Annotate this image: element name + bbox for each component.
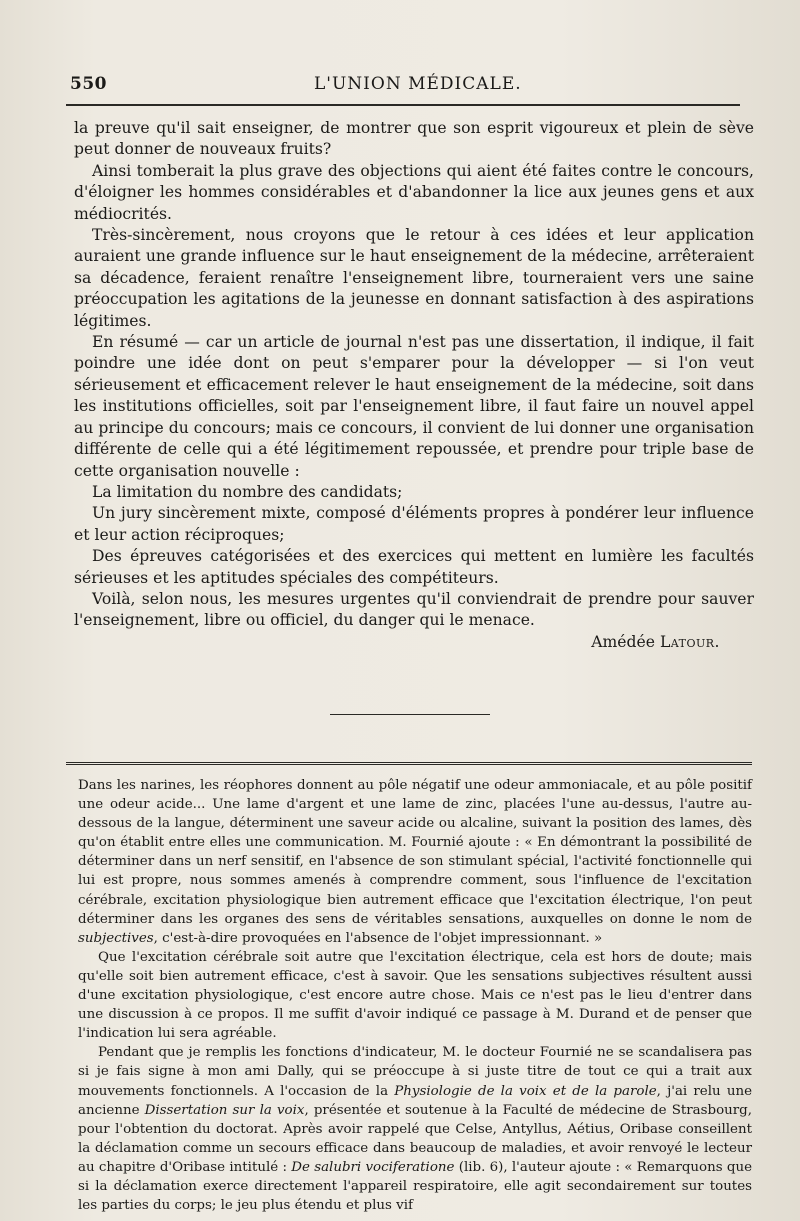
section-divider xyxy=(330,714,490,715)
article-paragraph: Très-sincèrement, nous croyons que le retour à ces idées et leur application auraient une grande influence sur le haut enseignement de la médecine, arrêteraient sa décadence, feraient renaître l'enseignement libre, tourneraient vers une saine préoccupation les agitations de la jeunesse en donnant satisfaction à des aspirations légitimes. xyxy=(74,226,754,330)
page-number: 550 xyxy=(70,74,107,94)
article-paragraph: la preuve qu'il sait enseigner, de montrer que son esprit vigoureux et plein de sève peut donner de nouveaux fruits? xyxy=(74,119,754,159)
italic-text: subjectives xyxy=(78,930,154,946)
signature-last-name: Latour. xyxy=(659,632,720,651)
text-run: (lib. 6), l'auteur ajoute : « Remarquons que si la déclamation exerce directement l'appareil respiratoire, elle agit secondairement sur toutes les parties du corps; le jeu plus étendu et plus vif xyxy=(78,1159,752,1214)
feuilleton-paragraph xyxy=(78,1043,752,1215)
italic-text: Dissertation sur la voix xyxy=(144,1102,305,1118)
article-list-item: Des épreuves catégorisées et des exercices qui mettent en lumière les facultés sérieuses et les aptitudes spéciales des compétiteurs. xyxy=(74,547,754,587)
feuilleton-body xyxy=(78,776,752,1215)
feuilleton-paragraph: Que l'excitation cérébrale soit autre que l'excitation électrique, cela est hors de doute; mais qu'elle soit bien autrement efficace, c'est à savoir. Que les sensations subjectives résultent aussi d'une excitation physiologique, c'est encore autre chose. Mais ce n'est pas le lieu d'entrer dans une discussion à ce propos. Il me suffit d'avoir indiqué ce passage à M. Durand et de penser que l'indication lui sera agréable. xyxy=(78,949,752,1042)
feuilleton-rule xyxy=(66,762,752,768)
italic-text: De salubri vociferatione xyxy=(291,1159,455,1175)
article-paragraph: En résumé — car un article de journal n'est pas une dissertation, il indique, il fait poindre une idée dont on peut s'emparer pour la développer — si l'on veut sérieusement et efficacement relever le haut enseignement de la médecine, soit dans les institutions officielles, soit par l'enseignement libre, il faut faire un nouvel appel au principe du concours; mais ce concours, il convient de lui donner une organisation différente de celle qui a été légitimement repoussée, et prendre pour triple base de cette organisation nouvelle : xyxy=(74,333,754,480)
article-list-item: Un jury sincèrement mixte, composé d'éléments propres à pondérer leur influence et leur action réciproques; xyxy=(74,504,754,544)
signature-first-name: Amédée xyxy=(591,632,660,651)
text-run: , présentée et soutenue à la Faculté de médecine de Strasbourg, pour l'obtention du doctorat. Après avoir rappelé que Celse, Antyllus, Aétius, Oribase conseillent la déclamation comme un secours efficace dans beaucoup de maladies, et avoir renvoyé le lecteur au chapitre d'Oribase intitulé : xyxy=(78,1102,752,1175)
page-header xyxy=(66,74,756,102)
article-body xyxy=(74,118,754,653)
article-list-item: La limitation du nombre des candidats; xyxy=(92,482,403,501)
header-rule xyxy=(66,104,740,106)
text-run: , c'est-à-dire provoquées en l'absence de l'objet impressionnant. » xyxy=(153,930,603,946)
text-run: Dans les narines, les réophores donnent au pôle négatif une odeur ammoniacale, et au pôle positif une odeur acide... Une lame d'argent et une lame de zinc, placées l'une au-dessus, l'autre au-dessous de la langue, déterminent une saveur acide ou alcaline, suivant la position des lames, dès qu'on établit entre elles une communication. M. Fournié ajoute : « En démontrant la possibilité de déterminer dans un nerf sensitif, en l'absence de son stimulant spécial, l'activité fonctionnelle qui lui est propre, nous sommes amenés à comprendre comment, sous l'influence de l'excitation cérébrale, excitation physiologique bien autrement efficace que l'excitation électrique, l'on peut déterminer dans les organes des sens de véritables sensations, auxquelles on donne le nom de xyxy=(78,778,752,927)
journal-title: L'UNION MÉDICALE. xyxy=(314,74,522,94)
article-paragraph: Voilà, selon nous, les mesures urgentes qu'il conviendrait de prendre pour sauver l'enseignement, libre ou officiel, du danger qui le menace. xyxy=(74,589,754,630)
feuilleton-paragraph xyxy=(78,776,752,948)
author-signature xyxy=(74,632,754,653)
text-run: , j'ai relu une ancienne xyxy=(78,1083,753,1118)
article-paragraph: Ainsi tomberait la plus grave des objections qui aient été faites contre le concours, d'éloigner les hommes considérables et d'abandonner la lice aux jeunes gens et aux médiocrités. xyxy=(74,161,754,223)
italic-text: Physiologie de la voix et de la parole xyxy=(394,1083,657,1099)
text-run: Pendant que je remplis les fonctions d'indicateur, M. le docteur Fournié ne se scandalisera pas si je fais signe à mon ami Dally, qui se préoccupe à si juste titre de tout ce qui a trait aux mouvements fonctionnels. A l'occasion de la xyxy=(78,1045,752,1099)
